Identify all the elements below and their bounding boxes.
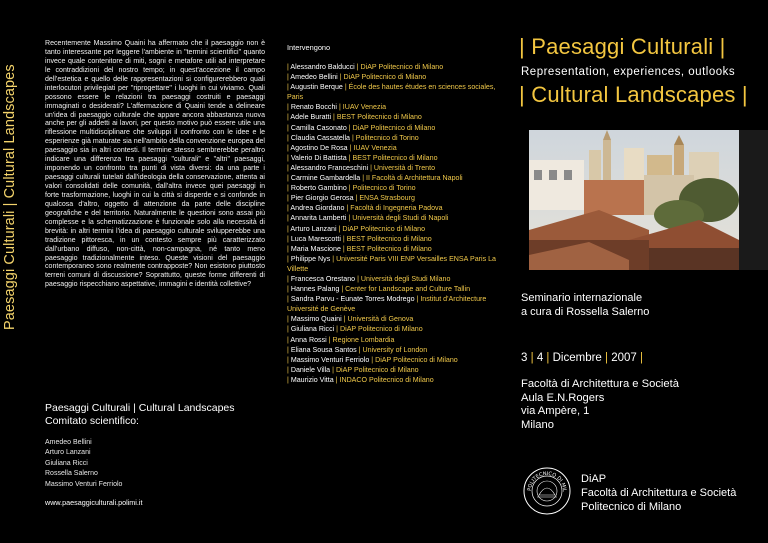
venue-city: Milano [521,419,554,432]
speaker-affiliation: Università di Genova [347,315,414,324]
speaker-separator: | [340,244,347,253]
speaker-separator: | [355,274,361,283]
speaker-separator: | [354,63,361,71]
speaker-separator: | [342,83,349,92]
speaker-affiliation: II Facoltà di Architettura Napoli [366,174,463,183]
speaker-separator: | [287,73,291,82]
speaker-name: Camilla Casonato [290,123,347,132]
speaker-name: Maria Mascione [290,244,341,253]
subtitle-english: Representation, experiences, outlooks [521,66,736,78]
speaker-separator: | [287,113,291,122]
speaker-affiliation: Università di Trento [373,163,436,172]
speaker-name: Anna Rossi [290,335,327,344]
speaker-separator: | [287,204,291,213]
speaker-row [287,345,497,355]
speaker-name: Pier Giorgio Gerosa [290,194,354,203]
speaker-name: Luca Marescotti [290,234,341,243]
speaker-separator: | [287,285,291,294]
speaker-row [287,112,497,122]
speaker-row [287,324,497,334]
speaker-row [287,355,497,365]
seminar-line: Seminario internazionale [521,292,643,304]
diap-name: DiAP [581,473,607,485]
speaker-affiliation: Università degli Studi di Napoli [352,214,449,223]
speaker-affiliation: BEST Politecnico di Milano [352,153,438,162]
speaker-name: Renato Bocchi [290,103,337,112]
speaker-row [287,133,497,143]
speaker-name: Daniele Villa [290,365,331,374]
venue-room: Aula E.N.Rogers [521,391,605,404]
speaker-affiliation: DiAP Politecnico di Milano [352,123,436,132]
speaker-separator: | [347,143,354,152]
speaker-name: Hannes Palang [290,285,340,294]
speaker-row [287,294,497,314]
speaker-row [287,82,497,102]
speaker-separator: | [349,133,356,142]
committee-member: Arturo Lanzani [45,449,91,457]
speaker-name: Roberto Gambino [290,184,347,193]
speaker-separator: | [287,244,291,253]
speaker-row [287,173,497,183]
intro-paragraph: Recentemente Massimo Quaini ha affermato che il paesaggio non è tanto interessante per leggere l'ambiente in "termini scientifici" quanto invece quale contenitore di miti, sogni e metafore utili ad interpretare le contraddizioni del nostro tempo; in quest'accezione il campo dell'estetica e quello delle rappresentazioni si configurerebbero quali interlocutori privilegiati per "riprogettare" i luoghi in cui viviamo. Quali possono essere le relazioni tra paesaggi costruiti e paesaggi immaginati o desiderati? L'affermazione di Quaini tende a delineare un'idea di paesaggio culturale che appare ancora abbastanza nuova anche per gli addetti ai lavori, per questo motivo può essere utile una riflessione multidisciplinare che sviluppi il confronto con le idee e le esperienze già maturate sia nell'ambito della convenzione europea del paesaggio sia in altri contesti. Il termine stesso sembrerebbe peraltro indicare una differenza tra paesaggi "culturali" e "altri" paesaggi, imponendo un confronto tra punti di vista diversi: da una parte i paesaggi culturali tutelati dall'ideologia della conservazione, attenta ai valori consolidati delle comunità, dall'altra invece quei paesaggi in forte trasformazione, luoghi in cui la città si disperde e si confonde in qualcosa d'altro, oggetto di attenzione da parte delle discipline geografiche e del territorio. Naturalmente le questioni sono assai più complesse e la schematizzazione è funzionale solo alla necessità di brevità: in altri termini l'idea di paesaggio culturale svilupperebbe una tradizione pittoresca, in un contesto sempre più caratterizzato dall'urbano diffuso, non-città, non-campagna, né tanto meno paesaggio tradizionalmente inteso. Queste visioni del paesaggio contemporaneo sono realmente contrapposte? Non esistono piuttosto terreni comuni di discussione? Soprattutto, queste forme differenti di paesaggio rispecchiano aspettative, immagini e identità collettive? [45,40,265,289]
speaker-separator: | [287,234,291,243]
speaker-separator: | [287,83,291,92]
speaker-name: Maurizio Vitta [290,375,334,384]
speaker-row [287,244,497,254]
speaker-separator: | [287,184,291,193]
speaker-separator: | [287,143,291,152]
speaker-separator: | [336,224,343,233]
speaker-separator: | [287,103,291,112]
speaker-affiliation: Università degli Studi Milano [360,274,451,283]
speaker-affiliation: DiAP Politecnico di Milano [360,63,444,71]
speaker-separator: | [287,133,291,142]
speaker-row [287,314,497,324]
committee-members [45,438,122,490]
speaker-affiliation: BEST Politecnico di Milano [336,113,422,122]
speaker-name: Massimo Quaini [290,315,342,324]
speaker-separator: | [287,163,291,172]
speaker-name: Alessandro Franceschini [290,163,369,172]
speaker-row [287,163,497,173]
speaker-row [287,224,497,234]
speaker-separator: | [287,224,291,233]
speaker-separator: | [344,204,351,213]
speaker-affiliation: Institut d'Architecture Université de Genève [287,295,487,314]
date-separator: | [640,352,644,364]
speaker-name: Adele Buratti [290,113,332,122]
speaker-name: Arturo Lanzani [290,224,337,233]
speaker-name: Carmine Gambardella [290,174,361,183]
speaker-row [287,193,497,203]
date-day: 3 [521,352,528,364]
speaker-name: Philippe Nys [290,254,331,263]
speaker-affiliation: Center for Landscape and Culture Tallin [345,285,471,294]
speaker-separator: | [337,73,344,82]
speaker-name: Andrea Giordano [290,204,345,213]
speaker-row [287,213,497,223]
venue-address: via Ampère, 1 [521,405,590,418]
speaker-name: Valerio Di Battista [290,153,347,162]
speaker-name: Massimo Venturi Ferriolo [290,355,370,364]
speaker-row [287,183,497,193]
speaker-separator: | [287,274,291,283]
diap-university: Politecnico di Milano [581,501,682,513]
speaker-separator: | [356,345,363,354]
speaker-name: Eliana Sousa Santos [290,345,357,354]
speaker-separator: | [340,234,347,243]
committee-block [45,402,265,428]
speakers-list [287,62,497,385]
speaker-name: Agostino De Rosa [290,143,348,152]
speaker-affiliation: DiAP Politecnico di Milano [343,73,427,82]
diap-info [581,472,736,514]
speaker-separator: | [360,174,367,183]
speaker-row [287,102,497,112]
speaker-separator: | [287,123,291,132]
speaker-affiliation: DiAP Politecnico di Milano [375,355,458,364]
speaker-row [287,123,497,133]
speaker-affiliation: BEST Politecnico di Milano [346,244,432,253]
speaker-row [287,153,497,163]
speaker-separator: | [326,335,333,344]
speaker-affiliation: IUAV Venezia [353,143,397,152]
diap-faculty: Facoltà di Architettura e Società [581,487,737,499]
speaker-row [287,335,497,345]
speaker-separator: | [346,214,353,223]
speaker-name: Annarita Lamberti [290,214,347,223]
speaker-separator: | [287,365,291,374]
speaker-separator: | [287,355,291,364]
speaker-name: Augustin Berque [290,83,343,92]
speaker-separator: | [287,254,291,263]
committee-title: Paesaggi Culturali | Cultural Landscapes [45,402,235,414]
speaker-separator: | [287,63,291,71]
date-separator: | [605,352,609,364]
speaker-separator: | [369,355,376,364]
speaker-affiliation: DiAP Politecnico di Milano [340,325,423,334]
speaker-separator: | [346,123,353,132]
committee-member: Massimo Venturi Ferriolo [45,480,123,488]
seminar-info [521,292,649,319]
committee-member: Amedeo Bellini [45,439,92,446]
speaker-affiliation: INDACO Politecnico di Milano [339,375,434,384]
speaker-affiliation: IUAV Venezia [342,103,387,112]
speaker-affiliation: ENSA Strasbourg [359,194,415,203]
logo-text: POLITECNICO DI MIL [526,470,568,493]
date-month: Dicembre [552,352,602,364]
speaker-separator: | [287,345,291,354]
title-italian: | Paesaggi Culturali | [519,34,726,59]
date-day: 4 [536,352,544,364]
speaker-separator: | [339,285,346,294]
speaker-row [287,274,497,284]
date-separator: | [530,352,534,364]
speaker-separator: | [346,184,353,193]
speaker-separator: | [287,335,291,344]
speaker-row [287,72,497,82]
speaker-separator: | [336,103,343,112]
politecnico-logo-icon [523,467,571,515]
committee-member: Rossella Salerno [45,470,98,478]
website-link[interactable]: www.paesaggiculturali.polimi.it [45,498,143,507]
speaker-separator: | [331,113,337,122]
speaker-row [287,375,497,385]
speaker-affiliation: DiAP Politecnico di Milano [335,365,419,374]
speaker-separator: | [287,315,291,324]
speaker-separator: | [334,325,340,334]
speaker-row [287,365,497,375]
speaker-name: Alessandro Balducci [290,63,355,71]
committee-member: Giuliana Ricci [45,459,88,467]
speaker-separator: | [414,295,421,304]
date-separator: | [546,352,550,364]
speakers-title: Intervengono [287,43,331,52]
speaker-separator: | [346,153,353,162]
rooftops-photo [529,130,768,270]
speaker-row [287,284,497,294]
venue-info [521,378,679,433]
committee-subtitle: Comitato scientifico: [45,415,139,427]
vertical-title: Paesaggi Culturali | Cultural Landscapes [2,64,18,330]
speaker-separator: | [287,375,291,384]
speaker-separator: | [287,295,291,304]
speaker-name: Francesca Orestano [290,274,356,283]
speaker-affiliation: DiAP Politecnico di Milano [342,224,426,233]
title-english: | Cultural Landscapes | [519,82,748,107]
speaker-separator: | [287,214,291,223]
speaker-row [287,254,497,274]
speaker-separator: | [333,375,340,384]
speaker-name: Giuliana Ricci [290,325,335,334]
speaker-name: Sandra Parvu - Eunate Torres Modrego [290,295,415,304]
speaker-affiliation: Politecnico di Torino [352,184,416,193]
speaker-row [287,62,497,72]
speaker-affiliation: Facoltà di Ingegneria Padova [350,204,443,213]
speaker-separator: | [287,174,291,183]
speaker-row [287,203,497,213]
speaker-affiliation: Politecnico di Torino [355,133,419,142]
speaker-affiliation: Université Paris VIII ENP Versailles ENSA Paris La Villette [287,254,496,273]
speaker-name: Claudia Cassatella [290,133,350,142]
speaker-affiliation: University of London [362,345,428,354]
speaker-affiliation: BEST Politecnico di Milano [346,234,432,243]
speaker-row [287,143,497,153]
venue-faculty: Facoltà di Architettura e Società [521,378,679,390]
speaker-separator: | [287,194,291,203]
speaker-separator: | [368,163,374,172]
speaker-separator: | [341,315,348,324]
speaker-separator: | [330,254,337,263]
speaker-affiliation: École des hautes études en sciences sociales, Paris [287,83,496,102]
seminar-curator: a cura di Rossella Salerno [521,305,650,318]
speaker-separator: | [287,325,291,334]
speaker-separator: | [330,365,336,374]
date-year: 2007 [611,352,637,364]
speaker-affiliation: Regione Lombardia [332,335,395,344]
speaker-separator: | [287,153,291,162]
event-dates [521,352,643,364]
speaker-name: Amedeo Bellini [290,73,338,82]
speaker-separator: | [353,194,360,203]
speaker-row [287,234,497,244]
